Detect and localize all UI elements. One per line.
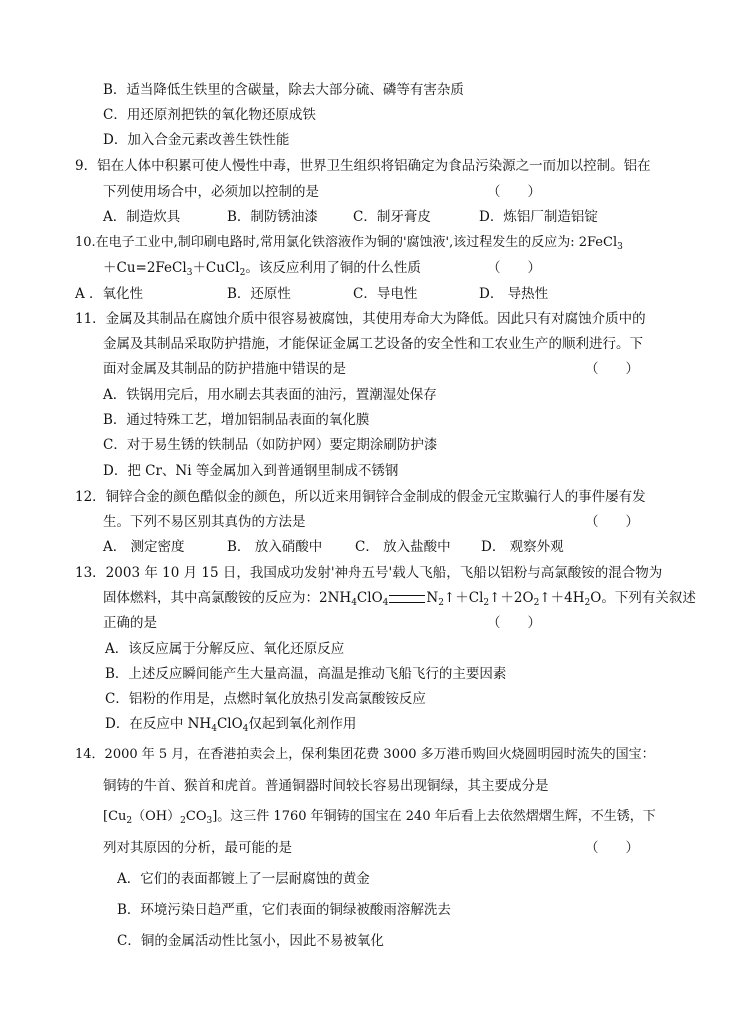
q9-stem-line1: 9．铝在人体中积累可使人慢性中毒，世界卫生组织将铝确定为食品污染源之一而加以控制。铝在 [75,158,651,174]
q14-option-b: B．环境污染日趋严重，它们表面的铜绿被酸雨溶解洗去 [117,902,451,918]
q9-option-b: B．制防锈油漆 [227,209,318,225]
q10-stem-line1: 10.在电子工业中,制印刷电路时,常用氯化铁溶液作为铜的'腐蚀液',该过程发生的反应为: 2FeCl$_3$ [75,235,623,252]
q11-stem-line1: 11．金属及其制品在腐蚀介质中很容易被腐蚀，其使用寿命大为降低。因此只有对腐蚀介质中的 [75,311,646,327]
q9-options [103,208,663,226]
q10-option-c: C．导电性 [353,286,418,302]
q11-option-c: C．对于易生锈的铁制品（如防护网）要定期涂刷防护漆 [103,437,438,453]
q11-stem-line3: 面对金属及其制品的防护措施中错误的是 [103,361,346,377]
q11-stem-line2: 金属及其制品采取防护措施，才能保证金属工艺设备的安全性和工农业生产的顺利进行。下 [103,336,643,352]
q12-options [103,538,663,556]
q9-option-c: C．制牙膏皮 [353,209,431,225]
q9-option-d: D．炼铝厂制造铝锭 [479,209,598,225]
q14-stem-line4: 列对其原因的分析，最可能的是 [103,840,292,856]
q13-option-a: A．该反应属于分解反应、氧化还原反应 [105,641,345,657]
q11-answer-bracket: （ ） [585,361,639,377]
q10-answer-bracket: （ ） [487,260,541,276]
q12-option-c: C． 放入盐酸中 [355,539,451,555]
q9-option-a: A．制造炊具 [103,209,181,225]
q10-stem-line2: ＋Cu=2FeCl$_3$＋CuCl$_2$。该反应利用了铜的什么性质 [103,260,421,278]
q13-option-b: B．上述反应瞬间能产生大量高温，高温是推动飞船飞行的主要因素 [105,666,507,682]
q10-option-a: A ．氧化性 [75,286,144,302]
q12-stem-line1: 12．铜锌合金的颜色酷似金的颜色，所以近来用铜锌合金制成的假金元宝欺骗行人的事件屡有发 [75,489,646,505]
q11-option-a: A．铁锅用完后，用水刷去其表面的油污，置潮湿处保存 [103,387,437,403]
q13-option-c: C．铝粉的作用是，点燃时氧化放热引发高氯酸铵反应 [105,691,426,707]
q13-option-d: D．在反应中 $NH_4ClO_4$仅起到氧化剂作用 [105,716,357,734]
q14-answer-bracket: （ ） [585,840,639,856]
q8-option-b: B．适当降低生铁里的含碳量，除去大部分硫、磷等有害杂质 [103,82,464,98]
q12-option-d: D． 观察外观 [481,539,564,555]
q12-option-a: A． 测定密度 [103,539,185,555]
q14-option-a: A．它们的表面都镀上了一层耐腐蚀的黄金 [117,871,370,887]
q10-option-d: D． 导热性 [479,286,549,302]
q11-option-d: D．把 Cr、Ni 等金属加入到普通钢里制成不锈钢 [103,463,399,479]
q13-stem-line3: 正确的是 [103,615,157,631]
q9-answer-bracket: （ ） [487,184,541,200]
q13-answer-bracket: （ ） [487,615,541,631]
q14-stem-line1: 14．2000 年 5 月，在香港拍卖会上，保利集团花费 3000 多万港币购回火烧圆明园时流失的国宝： [75,747,655,762]
q14-option-c: C．铜的金属活动性比氢小，因此不易被氧化 [117,933,384,949]
q11-option-b: B．通过特殊工艺，增加铝制品表面的氧化膜 [103,412,370,428]
q10-option-b: B．还原性 [227,286,291,302]
q8-option-d: D．加入合金元素改善生铁性能 [103,132,290,148]
q14-stem-line3: $[Cu_2(OH)_2CO_3]$。这三件 1760 年铜铸的国宝在 240 年后看上去依然熠熠生辉，不生锈，下 [103,809,656,826]
q12-stem-line2: 生。下列不易区别其真伪的方法是 [103,514,306,530]
q12-option-b: B． 放入硝酸中 [227,539,323,555]
q8-option-c: C．用还原剂把铁的氧化物还原成铁 [103,107,316,123]
reaction-equals-sign [389,595,425,603]
q12-answer-bracket: （ ） [585,514,639,530]
q10-options [75,285,675,303]
q9-stem-line2: 下列使用场合中，必须加以控制的是 [103,184,319,200]
q13-stem-line2: 固体燃料，其中高氯酸铵的反应为：$2NH_4ClO_4$ $N_2↑+Cl_2↑+2O_2↑+4H_2O$。下列有关叙述 [103,590,696,608]
q13-stem-line1: 13．2003 年 10 月 15 日，我国成功发射'神舟五号'载人飞船，飞船以铝粉与高氯酸铵的混合物为 [75,565,663,581]
q14-stem-line2: 铜铸的牛首、猴首和虎首。普通铜器时间较长容易出现铜绿，其主要成分是 [103,778,549,794]
